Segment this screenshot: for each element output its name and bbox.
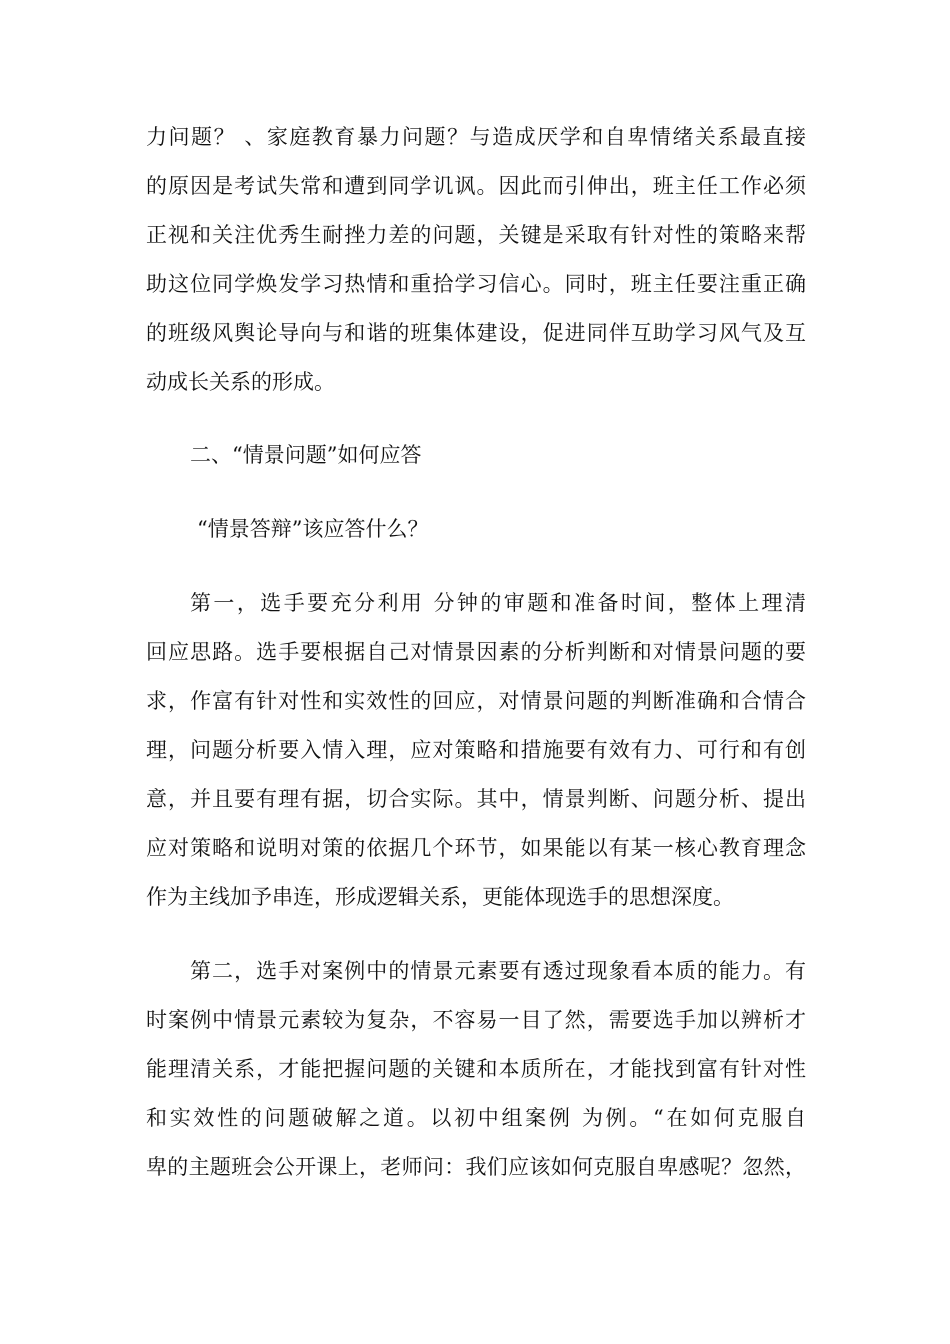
paragraph-1-line: 的原因是考试失常和遭到同学讥讽。因此而引伸出，班主任工作必须 bbox=[146, 174, 806, 198]
paragraph-1-line: 的班级风舆论导向与和谐的班集体建设，促进同伴互助学习风气及互 bbox=[146, 321, 806, 345]
paragraph-3-line: 时案例中情景元素较为复杂，不容易一目了然，需要选手加以辨析才 bbox=[146, 1008, 806, 1032]
paragraph-1-line: 力问题？ 、家庭教育暴力问题？与造成厌学和自卑情绪关系最直接 bbox=[146, 125, 806, 149]
section-heading: 二、“情景问题”如何应答 bbox=[190, 443, 422, 467]
paragraph-1-line: 正视和关注优秀生耐挫力差的问题，关键是采取有针对性的策略来帮 bbox=[146, 223, 806, 247]
sub-heading: “情景答辩”该应答什么？ bbox=[197, 517, 429, 541]
paragraph-3-line: 卑的主题班会公开课上，老师问：我们应该如何克服自卑感呢？忽然， bbox=[146, 1155, 806, 1179]
paragraph-2-line: 求，作富有针对性和实效性的回应，对情景问题的判断准确和合情合 bbox=[146, 689, 806, 713]
paragraph-3-line: 能理清关系，才能把握问题的关键和本质所在，才能找到富有针对性 bbox=[146, 1057, 806, 1081]
paragraph-3-line: 第二，选手对案例中的情景元素要有透过现象看本质的能力。有 bbox=[190, 959, 806, 983]
paragraph-1-line: 动成长关系的形成。 bbox=[146, 370, 335, 394]
paragraph-2-line: 第一，选手要充分利用 分钟的审题和准备时间，整体上理清 bbox=[190, 591, 806, 615]
paragraph-1-line: 助这位同学焕发学习热情和重拾学习信心。同时，班主任要注重正确 bbox=[146, 272, 806, 296]
paragraph-2-line: 理，问题分析要入情入理，应对策略和措施要有效有力、可行和有创 bbox=[146, 738, 806, 762]
paragraph-2-line: 意，并且要有理有据，切合实际。其中，情景判断、问题分析、提出 bbox=[146, 787, 806, 811]
paragraph-2-line: 作为主线加予串连，形成逻辑关系，更能体现选手的思想深度。 bbox=[146, 885, 734, 909]
paragraph-2-line: 应对策略和说明对策的依据几个环节，如果能以有某一核心教育理念 bbox=[146, 836, 806, 860]
paragraph-3-line: 和实效性的问题破解之道。以初中组案例 为例。“在如何克服自 bbox=[146, 1106, 806, 1130]
paragraph-2-line: 回应思路。选手要根据自己对情景因素的分析判断和对情景问题的要 bbox=[146, 640, 806, 664]
